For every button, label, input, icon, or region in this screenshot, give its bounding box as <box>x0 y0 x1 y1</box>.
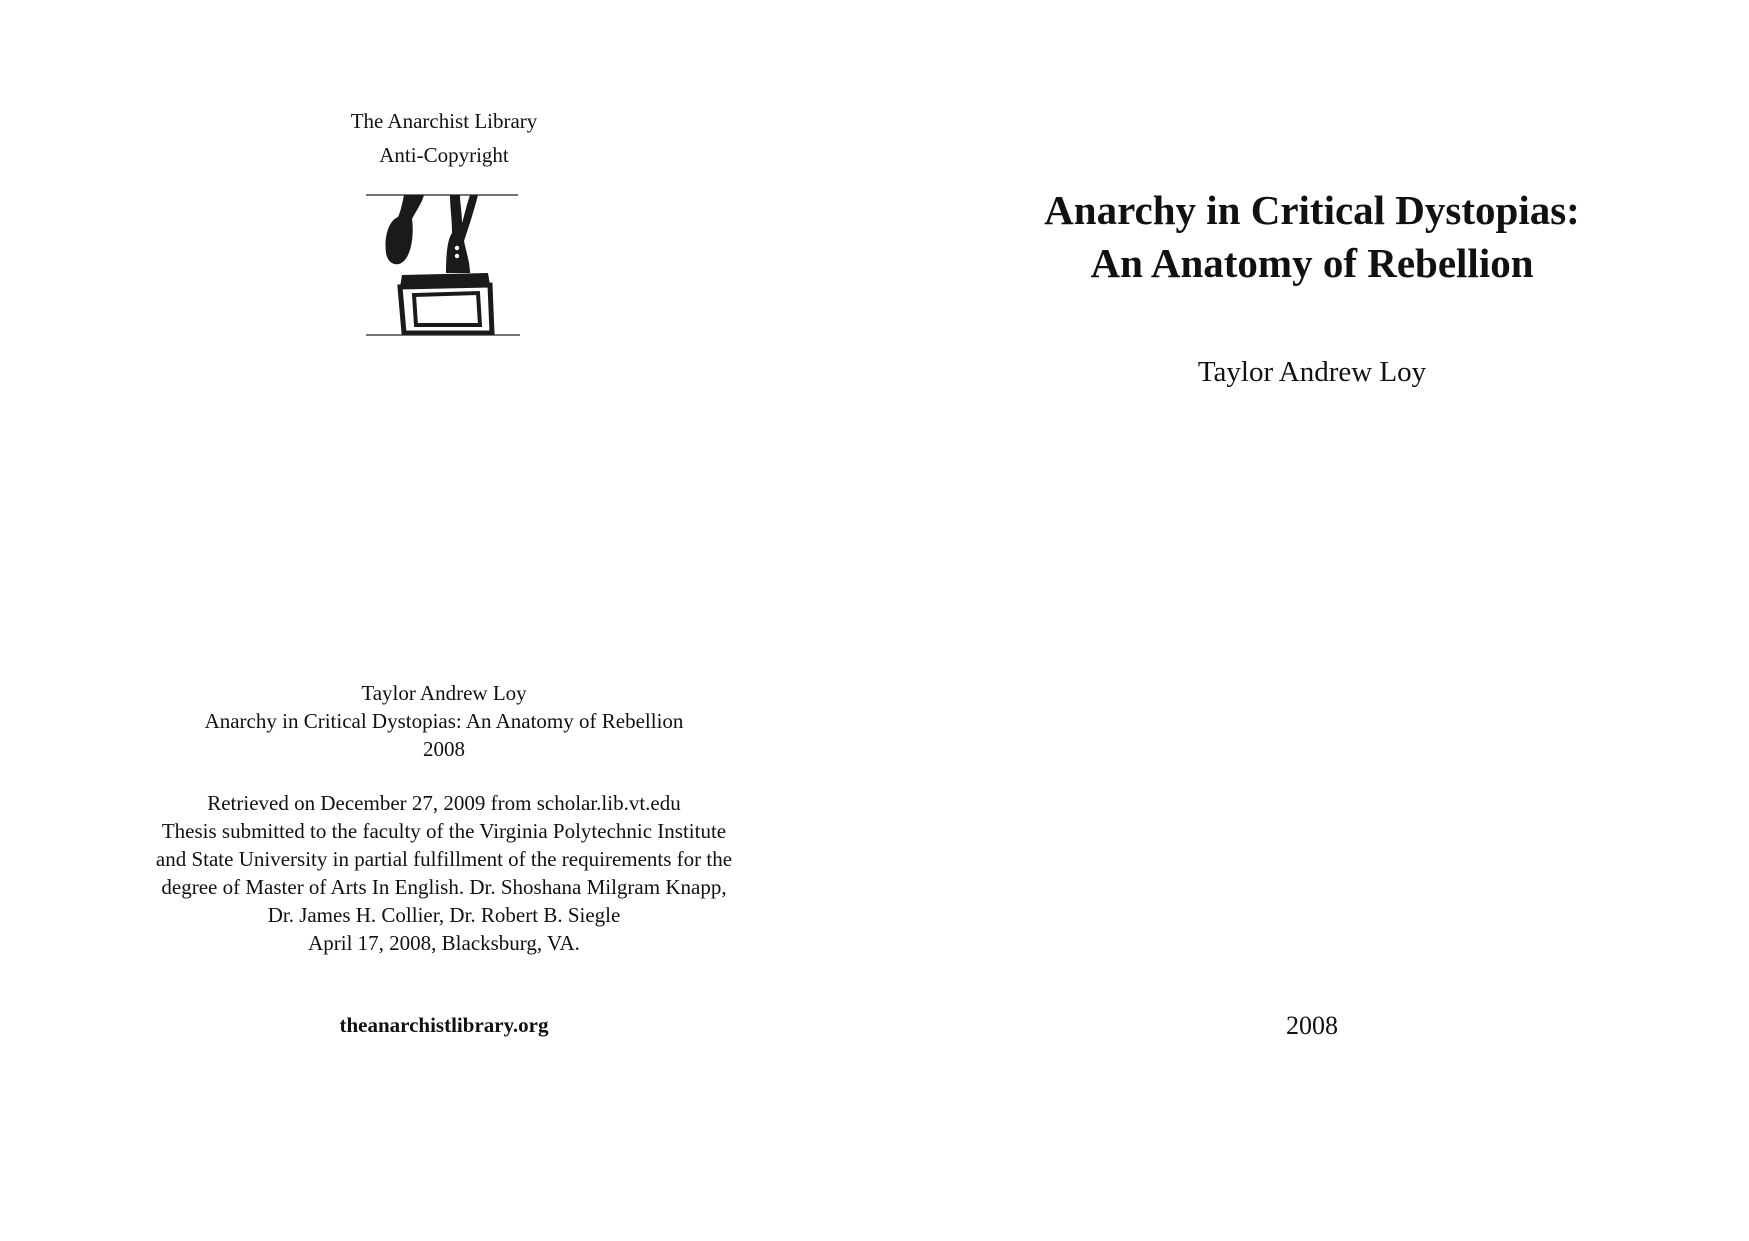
colophon-title: Anarchy in Critical Dystopias: An Anatomy of Rebellion <box>204 709 684 733</box>
podium-legs-icon <box>364 193 522 338</box>
book-year: 2008 <box>1286 1011 1338 1040</box>
colophon-date-place: April 17, 2008, Blacksburg, VA. <box>308 931 580 955</box>
colophon-retrieved: Retrieved on December 27, 2009 from scholar.lib.vt.edu <box>207 791 681 815</box>
right-page <box>875 0 1749 1241</box>
site-url: theanarchistlibrary.org <box>339 1013 549 1037</box>
book-title-line-1: Anarchy in Critical Dystopias: <box>1044 187 1580 233</box>
book-title <box>875 184 1749 290</box>
book-title-line-2: An Anatomy of Rebellion <box>1090 240 1534 286</box>
left-page <box>0 0 874 1241</box>
library-header <box>0 104 888 172</box>
copyright-notice: Anti-Copyright <box>379 143 509 167</box>
colophon-author: Taylor Andrew Loy <box>361 681 527 705</box>
colophon-thesis-note: Thesis submitted to the faculty of the Virginia Polytechnic Institute and State University in partial fulfillment of the requirements for the degree of Master of Arts In English. Dr. Shoshana Milgram Knapp, Dr. James H. Collier, Dr. Robert B. Siegle <box>155 819 733 927</box>
colophon-year: 2008 <box>423 737 465 761</box>
book-author: Taylor Andrew Loy <box>1197 356 1427 388</box>
colophon <box>150 679 738 957</box>
library-name: The Anarchist Library <box>350 109 538 133</box>
